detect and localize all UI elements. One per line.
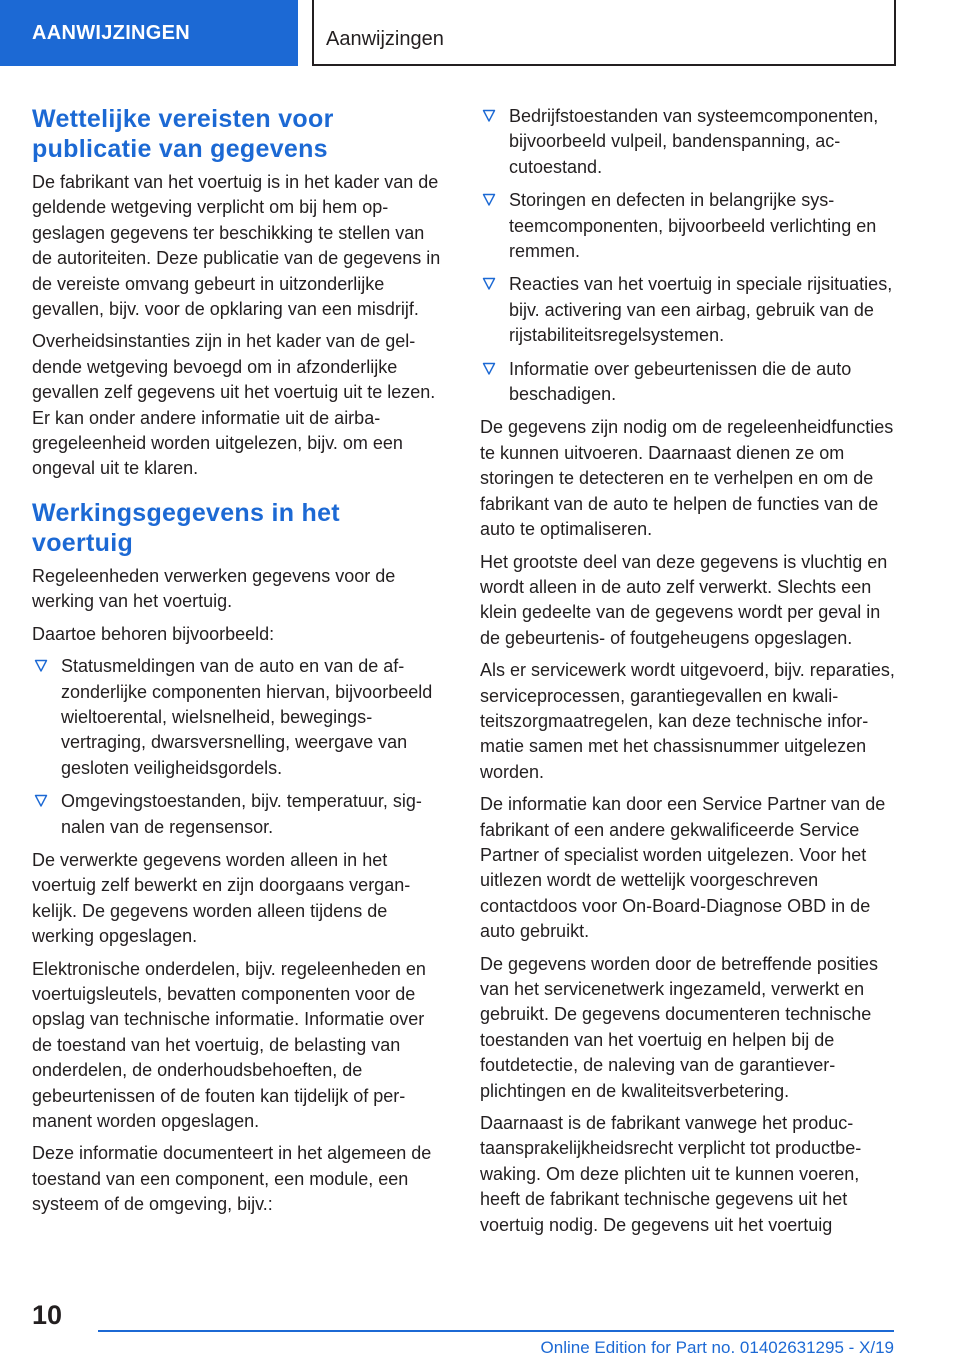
list-item [480,104,896,180]
list-item [32,654,448,781]
paragraph: Als er servicewerk wordt uitgevoerd, bijv. reparaties, serviceprocessen, garantiegevallen en kwaliteitszorgmaatregelen, kan deze technische informatie samen met het chassisnummer uitgelezen worden. [480,660,895,782]
heading-legal-requirements: Wettelijke vereisten voor publicatie van gegevens [32,105,334,163]
right-column [480,104,896,1245]
list-item [32,789,448,840]
list-item [480,188,896,264]
edition-note: Online Edition for Part no. 01402631295 - X/19 [540,1338,894,1357]
list-item-text: Storingen en defecten in belangrijke systeemcomponenten, bijvoorbeeld verlichting en remmen. [509,190,877,262]
paragraph: Daarnaast is de fabrikant vanwege het productaansprakelijkheidsrecht verplicht tot productbewaking. Om deze plichten uit te kunnen voeren, heeft de fabrikant technische gegevens uit het voertuig nodig. De gegevens uit het voertuig [480,1113,862,1235]
paragraph: De informatie kan door een Service Partner van de fabrikant of een andere gekwalificeerde Service Partner of specialist worden uitgelezen. Voor het uitlezen wordt de wettelijk voorgeschreven contactdoos voor On-Board-Diagnose OBD in de auto gebruikt. [480,794,886,942]
triangle-bullet-icon [34,793,48,809]
list-item-text: Omgevingstoestanden, bijv. temperatuur, signalen van de regensensor. [61,791,422,837]
list-item-text: Informatie over gebeurtenissen die de auto beschadigen. [509,358,852,405]
left-column [32,104,448,1225]
triangle-bullet-icon [482,192,496,208]
bullet-list [32,654,448,840]
paragraph: Overheidsinstanties zijn in het kader van de geldende wetgeving bevoegd om in afzonderlijke gevallen zelf gegevens uit het voertuig uit te lezen. Er kan onder andere informatie uit de airbagregeleenheid worden uitgelezen, bijv. om een ongeval uit te klaren. [32,331,436,479]
chapter-tab[interactable] [0,0,298,66]
bullet-list [480,104,896,407]
paragraph: De verwerkte gegevens worden alleen in het voertuig zelf bewerkt en zijn doorgaans vergankelijk. De gegevens worden alleen tijdens de werking opgeslagen. [32,849,411,947]
list-item-text: Bedrijfstoestanden van systeemcomponenten, bijvoorbeeld vulpeil, bandenspanning, accutoestand. [509,106,879,177]
section-title: Aanwijzingen [326,28,444,50]
heading-operating-data: Werkingsgegevens in het voertuig [32,498,340,557]
paragraph: De gegevens zijn nodig om de regeleenheidfuncties te kunnen uitvoeren. Daarnaast dienen ze om storingen te detecteren en te verhelpen en om de fabrikant van de auto te helpen de functies van de auto te optimaliseren. [480,417,894,540]
list-item [480,272,896,348]
paragraph: Regeleenheden verwerken gegevens voor de werking van het voertuig. [32,565,396,612]
paragraph: Daartoe behoren bijvoorbeeld: [32,623,275,644]
list-item [480,357,896,408]
list-item-text: Reacties van het voertuig in speciale rijsituaties, bijv. activering van een airbag, gebruik van de rijstabiliteitsregelsystemen. [509,274,893,346]
chapter-tab-label: AANWIJZINGEN [32,21,191,44]
paragraph: De fabrikant van het voertuig is in het kader van de geldende wetgeving verplicht om bij hem opgeslagen gegevens ter beschikking te stellen van de autoriteiten. Deze publicatie van de gegevens in de vereiste omvang gebeurt in uitzonderlijke gevallen, bijv. voor de opklaring van een misdrijf. [32,172,441,320]
paragraph: Het grootste deel van deze gegevens is vluchtig en wordt alleen in de auto zelf verwerkt. Slechts een klein gedeelte van de gegevens wordt per geval in de gebeurtenis- of foutgeheugens opgeslagen. [480,551,888,648]
triangle-bullet-icon [482,361,496,377]
triangle-bullet-icon [482,108,496,124]
paragraph: De gegevens worden door de betreffende posities van het servicenetwerk ingezameld, verwerkt en gebruikt. De gegevens documenteren technische toestanden van het voertuig en helpen bij de foutdetectie, de naleving van de garantieverplichtingen en de kwaliteitsverbetering. [480,953,878,1101]
paragraph: Elektronische onderdelen, bijv. regeleenheden en voertuigsleutels, bevatten componenten voor de opslag van technische informatie. Informatie over de toestand van het voertuig, de belasting van onderdelen, de onderhoudsbehoeften, de gebeurtenissen of de fouten kan tijdelijk of permanent worden opgeslagen. [32,958,426,1131]
paragraph: Deze informatie documenteert in het algemeen de toestand van een component, een module, een systeem of de omgeving, bijv.: [32,1143,432,1215]
list-item-text: Statusmeldingen van de auto en van de afzonderlijke componenten hiervan, bijvoorbeeld wieltoerental, wielsnelheid, bewegingsvertraging, dwarsversnelling, weergave van gesloten veiligheidsgordels. [61,656,433,778]
footer-divider [98,1330,894,1332]
triangle-bullet-icon [34,658,48,674]
page-number: 10 [32,1300,63,1330]
triangle-bullet-icon [482,276,496,292]
